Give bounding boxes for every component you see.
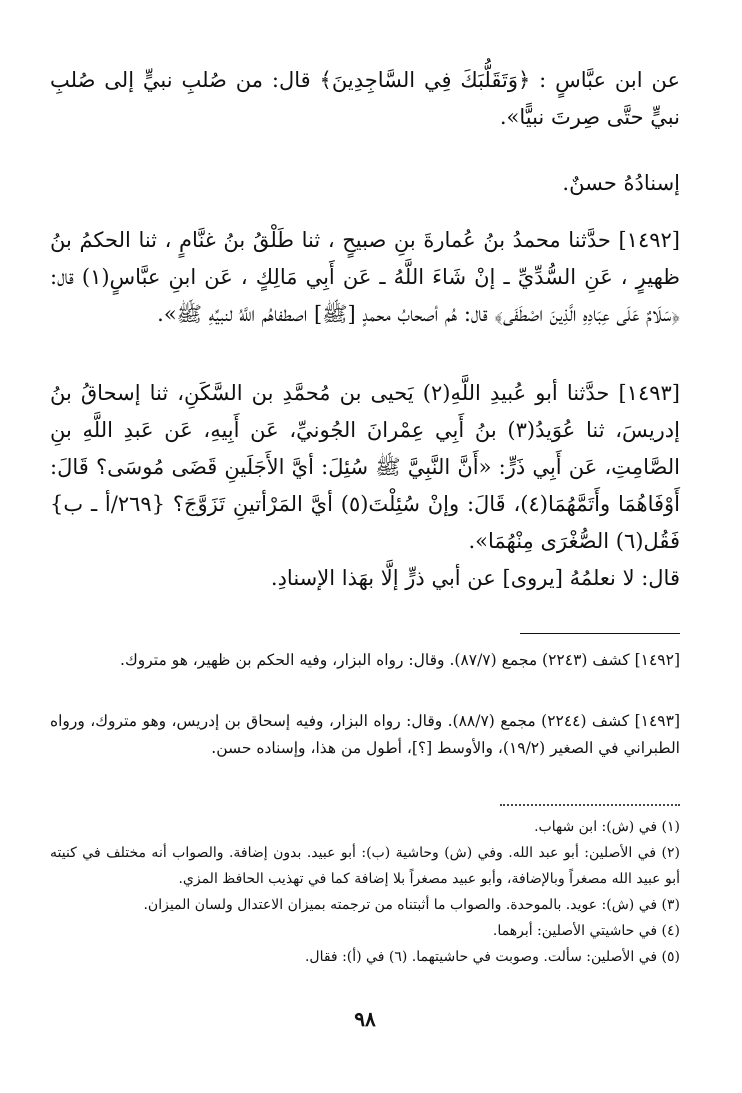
isnad-grade: إسنادُهُ حسنٌ. xyxy=(562,171,680,195)
document-page xyxy=(50,62,680,1072)
note-1: (١) في (ش): ابن شهاب. xyxy=(534,819,680,835)
page-number: ٩٨ xyxy=(354,1007,376,1031)
note-2: (٢) في الأصلين: أبو عبد الله. وفي (ش) وحاشية (ب): أبو عبيد. بدون إضافة. والصواب أنه مختلف في كنيته أبو عبيد الله مصغراً وبالإضافة، وأبو عبيد مصغراً بلا إضافة كما في تهذيب الحافظ المزي. xyxy=(50,845,680,887)
note-4: (٤) في حاشيتي الأصلين: أبرهما. xyxy=(492,923,680,939)
hadith-1493: [١٤٩٣] حدَّثنا أبو عُبيدِ اللَّهِ(٢) يَحيى بن مُحمَّدِ بن السَّكَنِ، ثنا إسحاقُ بنُ إدريسَ، ثنا عُوَيدُ(٣) بنُ أَبِي عِمْرانَ الجُونيِّ، عَن أَبِيهِ، عَن عَبدِ اللَّهِ بنِ الصَّامِتِ، عَن أَبِي ذَرٍّ: «أَنَّ النَّبِيَّ ﷺ سُئِلَ: أيَّ الأَجَلَينِ قَضَى مُوسَى؟ قَالَ: أَوْفَاهُمَا وأَتَمَّهُمَا(٤)، قَالَ: وإنْ سُئِلْتَ(٥) أيَّ المَرْأتينِ تَزَوَّجَ؟ {٢٦٩/أ ـ ب} فَقُل(٦) الصُّغْرَى مِنْهُمَا». xyxy=(50,381,680,553)
notes-separator xyxy=(500,804,680,806)
qala-note: قال: لا نعلمُهُ [يروى] عن أبي ذرٍّ إلَّا بهَذا الإسنادِ. xyxy=(270,566,680,590)
editor-notes xyxy=(50,814,680,970)
footnote-separator xyxy=(520,633,680,634)
note-3: (٣) في (ش): عويد. بالموحدة. والصواب ما أثبتناه من ترجمته بميزان الاعتدال ولسان الميزان. xyxy=(143,897,680,913)
hadith-1492: [١٤٩٢] حدَّثنا محمدُ بنُ عُمارةَ بنِ صبيحٍ ، ثنا طَلْقُ بنُ غنَّامٍ ، ثنا الحكمُ بنُ ظهيرٍ ، عَنِ السُّدِّيِّ ـ إنْ شَاءَ اللَّهُ ـ عَن أَبِي مَالِكٍ ، عَن ابنِ عبَّاسٍ(١) قال: ﴿سَلَامٌ عَلَى عِبَادِهِ الَّذِينَ اصْطَفَى﴾ قال: هُم أصحابُ محمدٍ [ﷺ] اصطفاهُم اللَّهُ لنبيِّهِ ﷺ». xyxy=(50,228,680,326)
footnote-1493: [١٤٩٣] كشف (٢٢٤٤) مجمع (٨٨/٧). وقال: رواه البزار، وفيه إسحاق بن إدريس، وهو متروك، ورواه الطبراني في الصغير (١٩/٢)، والأوسط [؟]، أطول من هذا، وإسناده حسن. xyxy=(50,712,680,757)
hadith-1491-ending: عن ابن عبَّاسٍ : ﴿وَتَقَلُّبَكَ فِي السَّاجِدِينَ﴾ قال: من صُلبِ نبيٍّ إلى صُلبِ نبيٍّ حتَّى صِرتَ نبيًّا». xyxy=(50,68,680,129)
footnote-1492: [١٤٩٢] كشف (٢٢٤٣) مجمع (٨٧/٧). وقال: رواه البزار، وفيه الحكم بن ظهير، هو متروك. xyxy=(120,651,680,669)
note-5-6: (٥) في الأصلين: سألت. وصوبت في حاشيتهما. (٦) في (أ): فقال. xyxy=(304,949,680,965)
